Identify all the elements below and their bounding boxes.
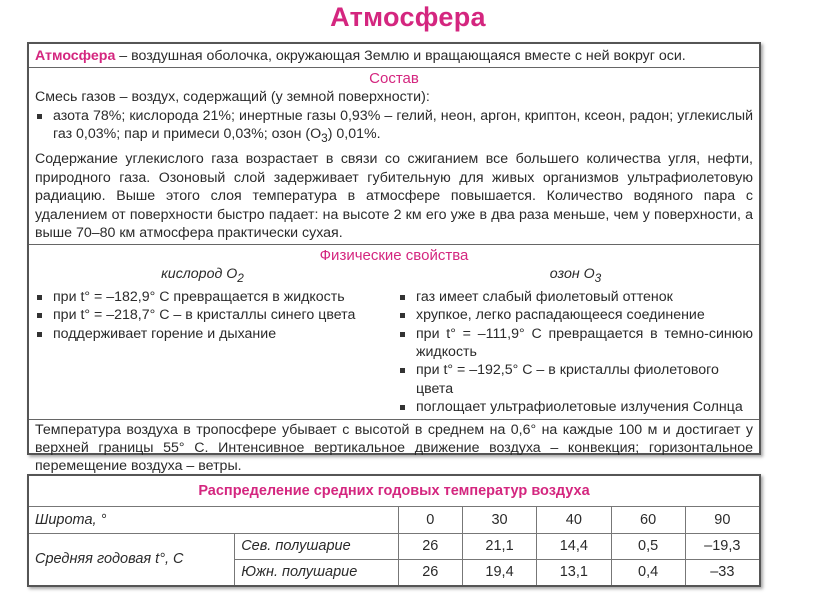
table-cell: 0,4 xyxy=(611,559,685,586)
ozone-item: газ имеет слабый фиолетовый оттенок xyxy=(398,288,753,306)
ozone-item: при t° = –192,5° С – в кристаллы фиолетового цвета xyxy=(398,361,753,398)
table-cell: 14,4 xyxy=(537,533,611,559)
table-cell: 21,1 xyxy=(462,533,536,559)
north-label: Сев. полушарие xyxy=(235,533,398,559)
definition-term: Атмосфера xyxy=(35,48,116,64)
table-cell: 0,5 xyxy=(611,533,685,559)
oxygen-heading xyxy=(35,265,370,287)
ozone-heading xyxy=(398,265,753,287)
composition-bullet-sub: 3 xyxy=(321,131,328,146)
physical-section xyxy=(29,247,759,419)
oxygen-column xyxy=(35,265,394,416)
table-cell: 30 xyxy=(462,507,536,533)
table-cell: –19,3 xyxy=(685,533,760,559)
ozone-item: поглощает ультрафиолетовые излучения Солнца xyxy=(398,398,753,416)
physical-columns xyxy=(35,265,753,416)
table-cell: 90 xyxy=(685,507,760,533)
table-caption: Распределение средних годовых температур воздуха xyxy=(28,475,760,507)
oxygen-label: кислород O xyxy=(161,266,238,283)
table-cell: –33 xyxy=(685,559,760,586)
oxygen-item: при t° = –218,7° С – в кристаллы синего цвета xyxy=(35,306,370,324)
avg-temp-label: Средняя годовая t°, С xyxy=(28,533,235,586)
temperature-table xyxy=(27,474,761,587)
ozone-item: при t° = –111,9° С превращается в темно-синюю жидкость xyxy=(398,325,753,362)
composition-heading: Состав xyxy=(369,70,419,88)
definition-row xyxy=(29,44,759,68)
oxygen-item: при t° = –182,9° С превращается в жидкость xyxy=(35,288,370,306)
oxygen-item: поддерживает горение и дыхание xyxy=(35,325,370,343)
oxygen-sub: 2 xyxy=(237,271,244,286)
table-cell: 60 xyxy=(611,507,685,533)
ozone-item: хрупкое, легко распадающееся соединение xyxy=(398,306,753,324)
latitude-row xyxy=(28,507,760,533)
composition-bullet-pre: азота 78%; кислорода 21%; инертные газы 0,93% – гелий, неон, аргон, криптон, ксеон, радон; углекислый газ 0,03%; пар и примеси 0,03%; озон (O xyxy=(53,107,753,143)
south-label: Южн. полушарие xyxy=(235,559,398,586)
atmosphere-info-box xyxy=(27,42,761,475)
composition-bullet-post: ) 0,01%. xyxy=(327,126,381,143)
physical-heading: Физические свойства xyxy=(319,247,469,265)
latitude-label: Широта, ° xyxy=(28,507,398,533)
definition-text: – воздушная оболочка, окружающая Землю и вращающаяся вместе с ней вокруг оси. xyxy=(115,48,686,64)
temperature-table-wrap xyxy=(27,474,761,587)
ozone-column xyxy=(394,265,753,416)
table-cell: 0 xyxy=(398,507,462,533)
table-caption-row xyxy=(28,475,760,507)
table-cell: 40 xyxy=(537,507,611,533)
table-cell: 13,1 xyxy=(537,559,611,586)
composition-bullet xyxy=(35,107,753,148)
composition-section xyxy=(29,70,759,245)
ozone-sub: 3 xyxy=(594,271,602,286)
ozone-label: озон O xyxy=(549,266,595,283)
table-cell: 26 xyxy=(398,533,462,559)
page-title: Атмосфера xyxy=(330,2,486,32)
temperature-paragraph: Температура воздуха в тропосфере убывает с высотой в среднем на 0,6° на каждые 100 м и достигает у верхней границы 55° С. Интенсивное вертикальное движение воздуха – конвекция; горизонтальное перемещение воздуха – ветры. xyxy=(35,421,753,475)
north-row xyxy=(28,533,760,559)
composition-paragraph: Содержание углекислого газа возрастает в связи со сжиганием все большего количества угля, нефти, природного газа. Озоновый слой задерживает губительную для живых организмов ультрафиолетовую радиацию. Выше этого слоя температура в атмосфере повышается. Количество водяного пара с удалением от поверхности быстро падает: на высоте 2 км его уже в два раза меньше, чем у поверхности, а выше 70–80 км атмосфера практически сухая. xyxy=(35,151,753,242)
table-cell: 26 xyxy=(398,559,462,586)
table-cell: 19,4 xyxy=(462,559,536,586)
composition-intro: Смесь газов – воздух, содержащий (у земной поверхности): xyxy=(35,89,430,106)
